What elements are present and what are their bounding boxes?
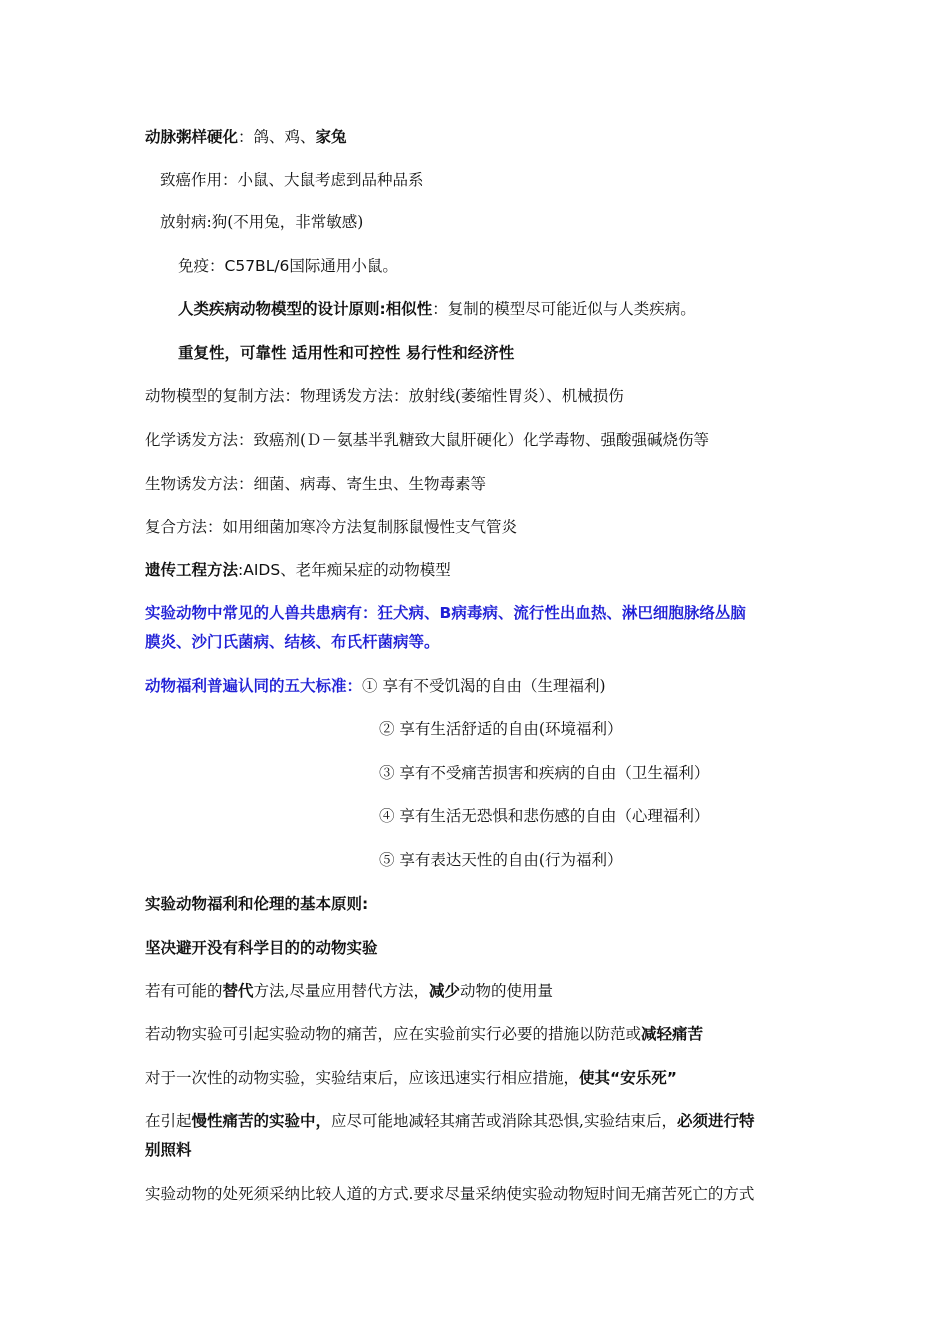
line-zoonoses-cont [145, 631, 440, 653]
text-segment: 、老年痴呆症的动物模型 [280, 561, 451, 579]
welfare-item-5 [379, 849, 622, 871]
heading-welfare-standards: 动物福利普遍认同的五大标准： [145, 677, 363, 695]
line-avoid-experiments [145, 937, 378, 959]
text-segment: 在引起 [145, 1112, 192, 1130]
line-replacement [145, 980, 553, 1002]
welfare-item-1: ① 享有不受饥渴的自由（生理福利) [362, 677, 606, 695]
term-reduce-pain: 减轻痛苦 [641, 1025, 704, 1043]
line-chronic-pain-cont [145, 1139, 192, 1161]
text-segment: 致癌作用：小鼠、大鼠考虑到品种品系 [160, 171, 424, 189]
term-special-care: 必须进行特 [676, 1112, 755, 1130]
text-segment: 化学诱发方法：致癌剂(Ｄ－氨基半乳糖致大鼠肝硬化）化学毒物、强酸强碱烧伤等 [145, 431, 710, 449]
text-segment: ：复制的模型尽可能近似与人类疾病。 [432, 300, 696, 318]
line-chemical-methods [145, 429, 709, 451]
text-segment: 动物的使用量 [459, 982, 553, 1000]
text-segment: 若动物实验可引起实验动物的痛苦，应在实验前实行必要的措施以防范或 [145, 1025, 642, 1043]
term-special-care-cont: 别照料 [145, 1141, 192, 1159]
text-segment: 若有可能的 [145, 982, 223, 1000]
text-segment: 国际通用小鼠。 [289, 257, 398, 275]
line-welfare-standards [145, 675, 606, 697]
text-segment: 实验动物的处死须采纳比较人道的方式.要求尽量采纳使实验动物短时间无痛苦死亡的方式 [145, 1185, 755, 1203]
welfare-item-2 [379, 718, 622, 740]
principles-list: 重复性，可靠性 适用性和可控性 易行性和经济性 [178, 344, 515, 362]
text-segment: ② 享有生活舒适的自由(环境福利） [379, 720, 623, 738]
line-biological-methods [145, 473, 486, 495]
line-ethics-heading [145, 893, 368, 915]
text-segment: :AIDS [238, 561, 281, 579]
heading-ethics: 实验动物福利和伦理的基本原则: [145, 895, 369, 913]
line-euthanasia [145, 1067, 677, 1089]
term-chronic-pain: 慢性痛苦的实验中， [191, 1112, 332, 1130]
text-segment: 放射病:狗(不用兔，非常敏感) [160, 213, 364, 231]
term-reduction: 减少 [428, 982, 460, 1000]
text-segment: ⑤ 享有表达天性的自由(行为福利） [379, 851, 623, 869]
line-atherosclerosis [145, 126, 347, 148]
text-segment: ③ 享有不受痛苦损害和疾病的自由（卫生福利） [379, 764, 710, 782]
line-chronic-pain [145, 1110, 754, 1132]
line-combined-methods [145, 516, 517, 538]
text-segment: ④ 享有生活无恐惧和悲伤感的自由（心理福利） [379, 807, 710, 825]
welfare-item-4 [379, 805, 709, 827]
line-principles-list [178, 342, 514, 364]
term-atherosclerosis: 动脉粥样硬化 [145, 128, 239, 146]
text-segment: 动物模型的复制方法：物理诱发方法：放射线(萎缩性胃炎）、机械损伤 [145, 387, 624, 405]
strain-name: C57BL/6 [224, 257, 290, 275]
text-segment: 应尽可能地减轻其痛苦或消除其恐惧,实验结束后， [331, 1112, 677, 1130]
line-physical-methods [145, 385, 624, 407]
zoonoses-text-cont: 膜炎、沙门氏菌病、结核、布氏杆菌病等。 [145, 633, 440, 651]
welfare-item-3 [379, 762, 709, 784]
text-segment: 免疫： [178, 257, 225, 275]
text-segment: 方法,尽量应用替代方法， [253, 982, 429, 1000]
line-reduce-pain [145, 1023, 703, 1045]
line-radiation-sickness [160, 211, 363, 233]
line-carcinogenesis [160, 169, 424, 191]
text-segment: 生物诱发方法：细菌、病毒、寄生虫、生物毒素等 [145, 475, 487, 493]
term-replacement: 替代 [222, 982, 254, 1000]
line-zoonoses [145, 602, 746, 624]
line-immunity [178, 255, 398, 277]
principle-avoid: 坚决避开没有科学目的的动物实验 [145, 939, 378, 957]
text-segment: 复合方法：如用细菌加寒冷方法复制豚鼠慢性支气管炎 [145, 518, 518, 536]
heading-design-principles: 人类疾病动物模型的设计原则:相似性 [178, 300, 433, 318]
line-design-principles [178, 298, 696, 320]
text-segment: 对于一次性的动物实验，实验结束后，应该迅速实行相应措施， [145, 1069, 580, 1087]
line-genetic-engineering [145, 559, 451, 581]
term-euthanasia: 使其“安乐死” [579, 1069, 677, 1087]
zoonoses-text: 实验动物中常见的人兽共患病有：狂犬病、B病毒病、流行性出血热、淋巴细胞脉络丛脑 [145, 604, 746, 622]
line-humane-killing [145, 1183, 754, 1205]
term-genetic-engineering: 遗传工程方法 [145, 561, 239, 579]
text-segment: ：鸽、鸡、 [238, 128, 316, 146]
term-rabbit: 家兔 [315, 128, 347, 146]
